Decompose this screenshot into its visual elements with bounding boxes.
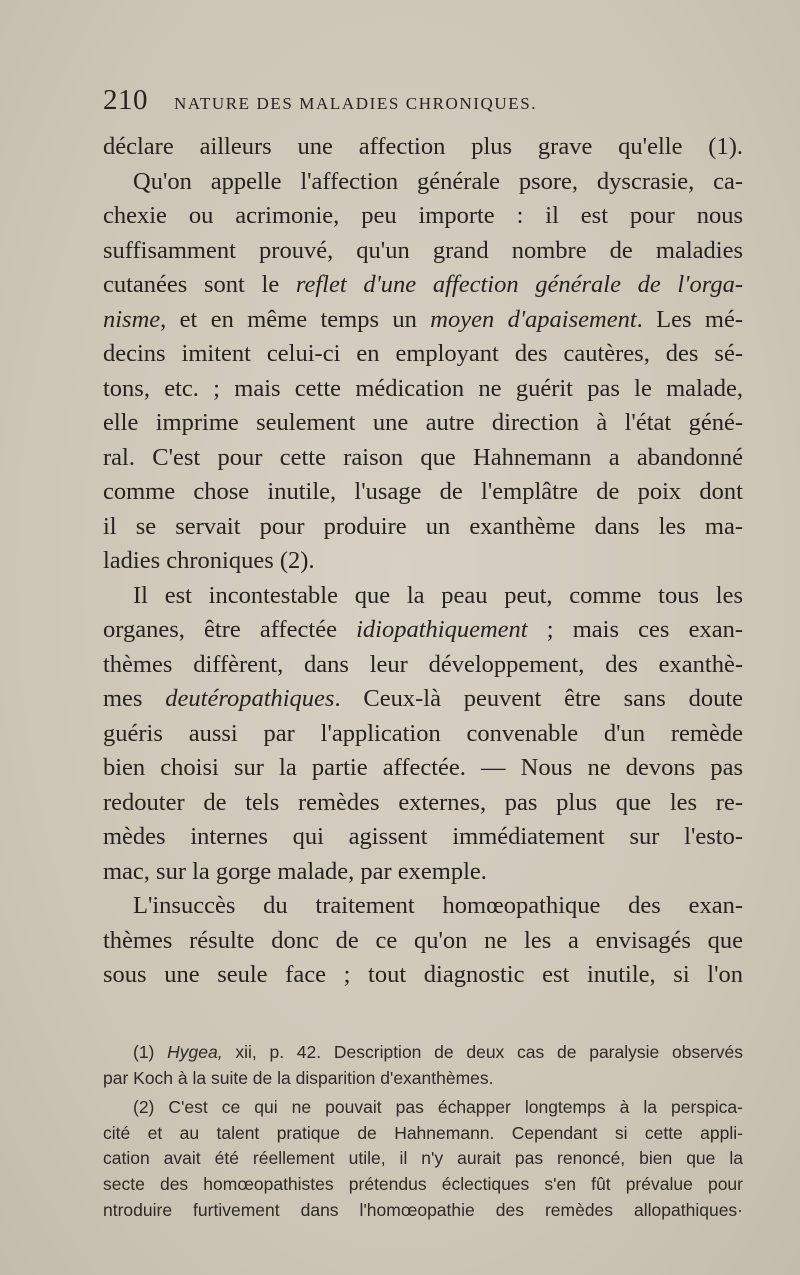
body-line: decins imitent celui-ci en employant des cautères, des sé- [103, 340, 743, 367]
body-line: nisme, et en même temps un moyen d'apaisement. Les mé- [103, 305, 743, 333]
body-line: Il est incontestable que la peau peut, comme tous les [133, 581, 743, 609]
body-line: mèdes internes qui agissent immédiatement sur l'esto- [103, 823, 743, 850]
body-line: déclare ailleurs une affection plus grave qu'elle (1). [103, 133, 743, 160]
body-line: suffisamment prouvé, qu'un grand nombre de maladies [103, 236, 743, 264]
body-line: elle imprime seulement une autre direction à l'état géné- [103, 409, 743, 436]
page-number: 210 [103, 84, 148, 116]
footnotes [103, 1040, 743, 1223]
body-line: cutanées sont le reflet d'une affection générale de l'orga- [103, 271, 743, 298]
body-line: chexie ou acrimonie, peu importe : il est pour nous [103, 202, 743, 229]
body-line: thèmes résulte donc de ce qu'on ne les a envisagés que [103, 926, 743, 954]
body-line: comme chose inutile, l'usage de l'emplâtre de poix dont [103, 478, 743, 505]
body-line: redouter de tels remèdes externes, pas plus que les re- [103, 788, 743, 816]
body-line: bien choisi sur la partie affectée. — Nous ne devons pas [103, 754, 743, 781]
page-header [103, 84, 743, 120]
footnote-line: secte des homœopathistes prétendus éclectiques s'en fût prévalue pour [103, 1173, 743, 1194]
body-line: organes, être affectée idiopathiquement ; mais ces exan- [103, 616, 743, 643]
body-line: ladies chroniques (2). [103, 547, 315, 574]
footnote-line: (2) C'est ce qui ne pouvait pas échapper longtemps à la perspica- [133, 1097, 743, 1118]
body-line: ral. C'est pour cette raison que Hahnemann a abandonné [103, 443, 743, 471]
footnote-line: (1) Hygea, xii, p. 42. Description de deux cas de paralysie observés [133, 1042, 744, 1062]
body-line: sous une seule face ; tout diagnostic est inutile, si l'on [103, 961, 743, 988]
running-head: NATURE DES MALADIES CHRONIQUES. [174, 94, 538, 113]
body-line: il se servait pour produire un exanthème dans les ma- [103, 512, 743, 540]
body-line: tons, etc. ; mais cette médication ne guérit pas le malade, [103, 374, 743, 402]
body-line: mac, sur la gorge malade, par exemple. [103, 857, 487, 885]
body-line: thèmes diffèrent, dans leur développement, des exanthè- [103, 650, 743, 678]
body-text [103, 130, 743, 993]
body-line: Qu'on appelle l'affection générale psore, dyscrasie, ca- [133, 167, 743, 195]
body-line: guéris aussi par l'application convenable d'un remède [103, 719, 743, 747]
footnote-line: cité et au talent pratique de Hahnemann. Cependant si cette appli- [103, 1122, 743, 1143]
footnote-line: cation avait été réellement utile, il n'y aurait pas renoncé, bien que la [103, 1148, 743, 1169]
body-line: mes deutéropathiques. Ceux-là peuvent être sans doute [103, 685, 744, 712]
body-line: L'insuccès du traitement homœopathique des exan- [133, 892, 743, 919]
footnote-line: ntroduire furtivement dans l'homœopathie des remèdes allopathiques· [103, 1199, 743, 1220]
footnote-line: par Koch à la suite de la disparition d'exanthèmes. [103, 1067, 494, 1088]
